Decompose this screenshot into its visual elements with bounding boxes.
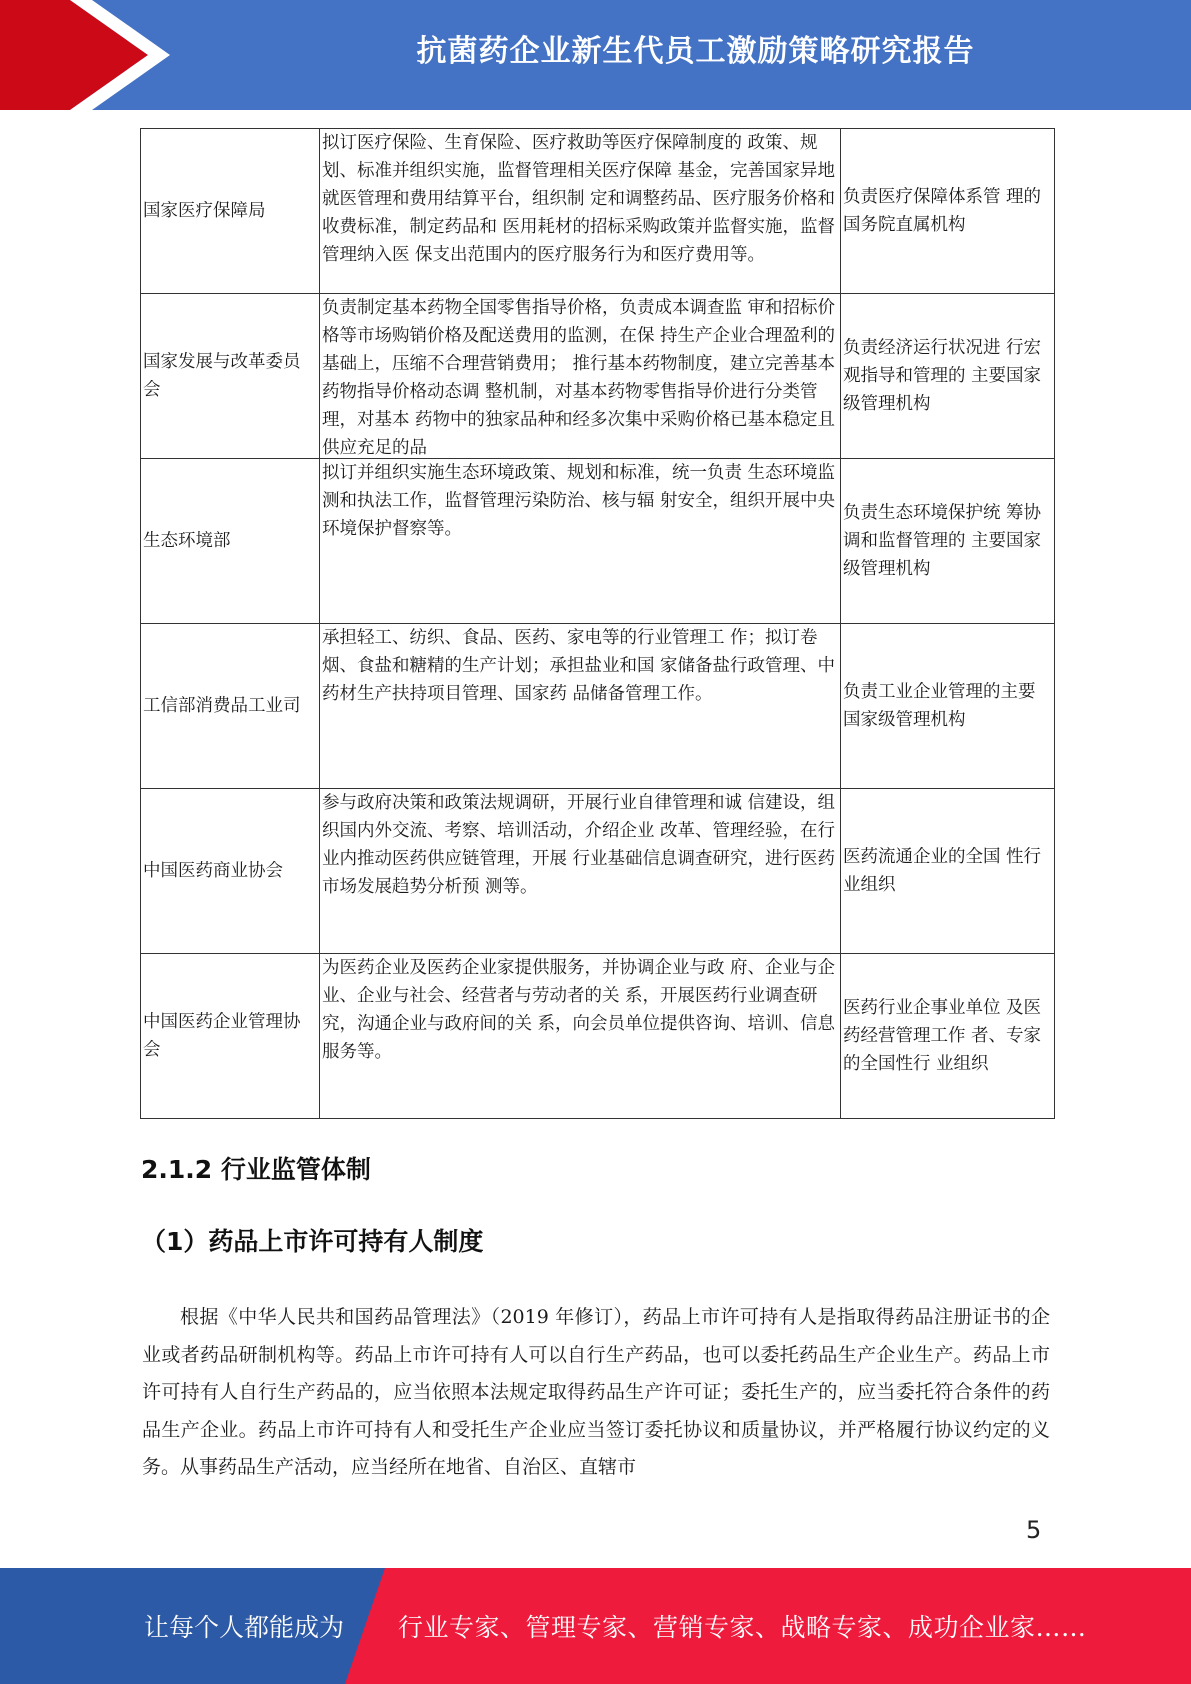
agency-duties-text: 拟订并组织实施生态环境政策、规划和标准，统一负责 生态环境监测和执法工作，监督管理污染防治、核与辐 射安全，组织开展中央环境保护督察等。 [322,463,836,539]
table-row [141,954,1055,1119]
agency-nature-cell: 负责生态环境保护统 筹协调和监督管理的 主要国家级管理机构 [841,459,1055,624]
agency-name-cell: 中国医药企业管理协会 [141,954,320,1119]
table-row [141,294,1055,459]
report-title: 抗菌药企业新生代员工激励策略研究报告 [416,34,975,69]
agency-name-cell: 国家发展与改革委员会 [141,294,320,459]
page-number: 5 [1026,1516,1042,1544]
agency-duties-cell [320,459,841,624]
subsection-heading: （1）药品上市许可持有人制度 [141,1227,484,1256]
agency-duties-cell [320,294,841,459]
agency-name-cell: 生态环境部 [141,459,320,624]
body-paragraph: 根据《中华人民共和国药品管理法》（2019 年修订），药品上市许可持有人是指取得药品注册证书的企业或者药品研制机构等。药品上市许可持有人可以自行生产药品，也可以委托药品生产企业生产。药品上市许可持有人自行生产药品的，应当依照本法规定取得药品生产许可证；委托生产的，应当委托符合条件的药品生产企业。药品上市许可持有人和受托生产企业应当签订委托协议和质量协议，并严格履行协议约定的义务。从事药品生产活动，应当经所在地省、自治区、直辖市 [142,1306,1050,1479]
agency-nature-cell: 负责经济运行状况进 行宏观指导和管理的 主要国家级管理机构 [841,294,1055,459]
agency-name-cell: 工信部消费品工业司 [141,624,320,789]
agency-nature-cell: 医药流通企业的全国 性行业组织 [841,789,1055,954]
table-row [141,129,1055,294]
regulatory-agencies-table [140,128,1051,1119]
footer-slogan-right: 行业专家、管理专家、营销专家、战略专家、成功企业家…… [398,1613,1087,1642]
table-row [141,789,1055,954]
agency-duties-text: 参与政府决策和政策法规调研，开展行业自律管理和诚 信建设，组织国内外交流、考察、培训活动，介绍企业 改革、管理经验，在行业内推动医药供应链管理，开展 行业基础信息调查研究，进行医药市场发展趋势分析预 测等。 [322,793,836,897]
agency-name-cell: 国家医疗保障局 [141,129,320,294]
table-row [141,459,1055,624]
agency-nature-cell: 负责工业企业管理的主要国家级管理机构 [841,624,1055,789]
agency-duties-text: 承担轻工、纺织、食品、医药、家电等的行业管理工 作；拟订卷烟、食盐和糖精的生产计划；承担盐业和国 家储备盐行政管理、中药材生产扶持项目管理、国家药 品储备管理工作。 [322,628,836,704]
page-header [0,0,1191,110]
agency-duties-text: 负责制定基本药物全国零售指导价格，负责成本调查监 审和招标价格等市场购销价格及配送费用的监测，在保 持生产企业合理盈利的基础上，压缩不合理营销费用； 推行基本药物制度，建立完善基本药物指导价格动态调 整机制，对基本药物零售指导价进行分类管理，对基本 药物中的独家品种和经多次集中采购价格已基本稳定且 供应充足的品 [322,298,836,458]
agency-duties-cell [320,624,841,789]
table-row [141,624,1055,789]
agency-name-cell: 中国医药商业协会 [141,789,320,954]
agency-duties-text: 为医药企业及医药企业家提供服务，并协调企业与政 府、企业与企业、企业与社会、经营者与劳动者的关 系，开展医药行业调查研究，沟通企业与政府间的关 系，向会员单位提供咨询、培训、信息服务等。 [322,958,836,1062]
section-heading: 2.1.2 行业监管体制 [141,1155,371,1184]
page-footer [0,1568,1191,1684]
footer-slogan-left: 让每个人都能成为 [144,1613,345,1642]
agency-duties-cell [320,954,841,1119]
agency-duties-cell [320,789,841,954]
agency-duties-cell [320,129,841,294]
agency-duties-text: 拟订医疗保险、生育保险、医疗救助等医疗保障制度的 政策、规划、标准并组织实施，监督管理相关医疗保障 基金，完善国家异地就医管理和费用结算平台，组织制 定和调整药品、医疗服务价格和收费标准，制定药品和 医用耗材的招标采购政策并监督实施，监督管理纳入医 保支出范围内的医疗服务行为和医疗费用等。 [322,133,836,265]
agency-nature-cell: 负责医疗保障体系管 理的国务院直属机构 [841,129,1055,294]
agency-nature-cell: 医药行业企事业单位 及医药经营管理工作 者、专家的全国性行 业组织 [841,954,1055,1119]
